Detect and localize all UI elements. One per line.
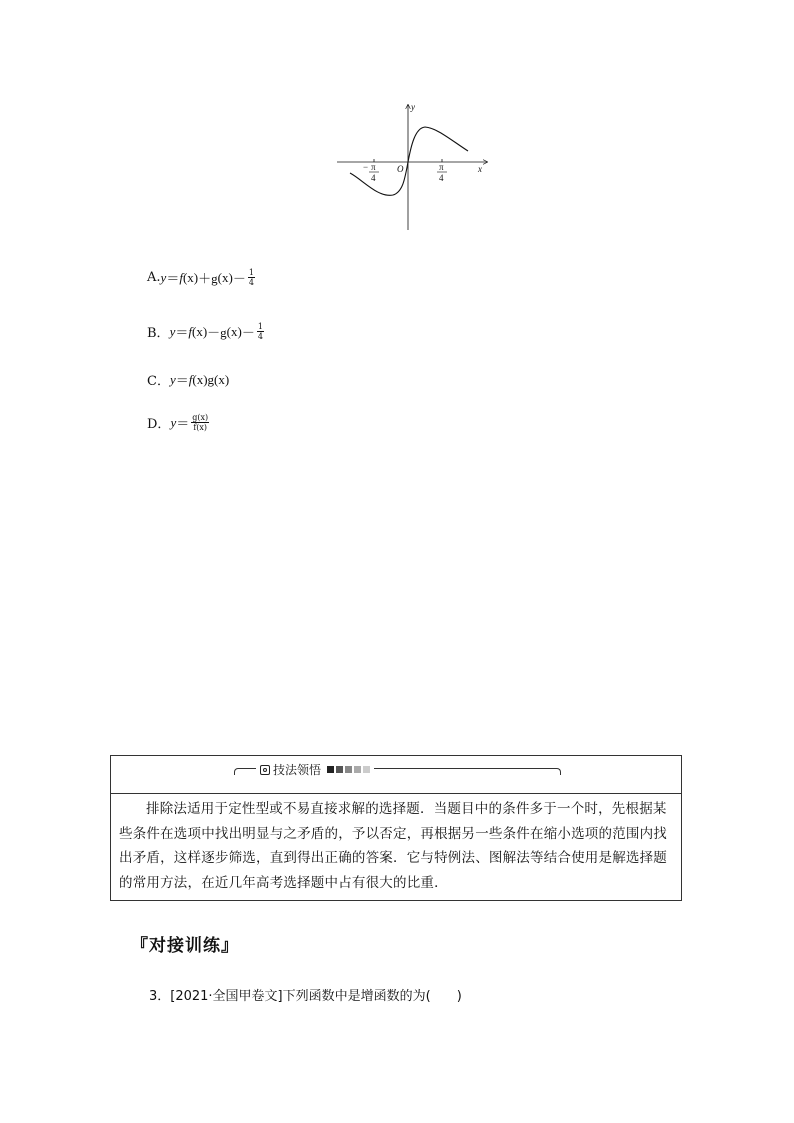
tick-pos-den: 4 xyxy=(439,173,444,183)
square xyxy=(327,766,334,773)
function-graph xyxy=(333,100,493,235)
fraction: $\frac{1}{4}$ xyxy=(248,268,254,287)
y-label: y xyxy=(411,102,415,112)
fraction: $\frac{1}{4}$ xyxy=(257,322,263,341)
square xyxy=(345,766,352,773)
square xyxy=(363,766,370,773)
tip-box xyxy=(110,755,682,901)
tick-neg-num: π xyxy=(371,162,376,172)
gradient-squares xyxy=(327,766,370,773)
option-c: C． y ＝ f (x) g (x) xyxy=(147,371,230,389)
tip-box-text: 排除法适用于定性型或不易直接求解的选择题．当题目中的条件多于一个时，先根据某些条件在选项中找出明显与之矛盾的，予以否定，再根据另一些条件在缩小选项的范围内找出矛盾，这样逐步筛选，直到得出正确的答案．它与特例法、图解法等结合使用是解选择题的常用方法，在近几年高考选择题中占有很大的比重． xyxy=(119,801,667,891)
square xyxy=(354,766,361,773)
tip-box-header xyxy=(111,756,681,794)
tick-neg-den: 4 xyxy=(371,173,376,183)
section-title: 『对接训练』 xyxy=(131,936,239,956)
camera-icon xyxy=(260,765,270,775)
origin-label: O xyxy=(397,164,404,174)
option-b: B． y ＝ f (x) －g (x) － $\frac{1}{4}$ xyxy=(147,322,263,341)
option-a: A. y ＝ f (x) ＋g (x) － $\frac{1}{4}$ xyxy=(147,268,254,287)
option-d: D． y ＝ $\frac{g(x)}{f(x)}$ xyxy=(147,413,209,432)
tick-neg-sign: − xyxy=(363,162,369,172)
graph-svg xyxy=(333,100,493,235)
question-3: 3．[2021·全国甲卷文]下列函数中是增函数的为( ) xyxy=(149,989,462,1004)
tip-box-title: 技法领悟 xyxy=(256,761,374,778)
square xyxy=(336,766,343,773)
fraction: $\frac{g(x)}{f(x)}$ xyxy=(192,413,209,432)
x-label: x xyxy=(478,164,482,174)
tick-pos-num: π xyxy=(439,162,444,172)
